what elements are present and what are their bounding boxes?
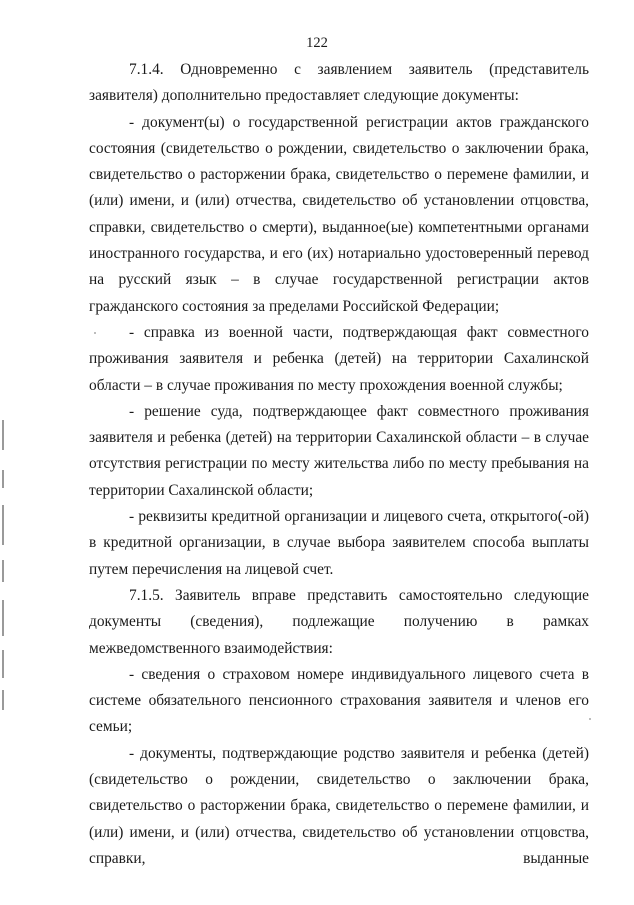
list-item-kinship-documents: - документы, подтверждающие родство заявителя и ребенка (детей) (свидетельство о рождении, свидетельство о заключении брака, свидетельство о расторжении брака, свидетельство о перемене фамилии, и (или) имени, и (или) отчества, свидетельство об установлении отцовства, справки, выданные [89,744,589,867]
scan-edge-mark [2,650,4,678]
scan-speck [589,718,591,720]
list-item-bank-details: - реквизиты кредитной организации и лицевого счета, открытого(-ой) в кредитной организации, в случае выбора заявителем способа выплаты путем перечисления на лицевой счет. [89,508,589,578]
document-body [89,57,589,872]
list-item-civil-status-documents: - документ(ы) о государственной регистрации актов гражданского состояния (свидетельство о рождении, свидетельство о заключении брака, свидетельство о расторжении брака, свидетельство о перемене фамилии, и (или) имени, и (или) отчества, свидетельство об установлении отцовства, справки, свидетельство о смерти), выданное(ые) компетентными органами иностранного государства, и его (их) нотариально удостоверенный перевод на русский язык – в случае государственной регистрации актов гражданского состояния за пределами Российской Федерации; [89,113,589,315]
scan-edge-mark [2,690,4,710]
list-item-military-unit-certificate: - справка из военной части, подтверждающая факт совместного проживания заявителя и ребенка (детей) на территории Сахалинской области – в случае проживания по месту прохождения военной службы; [89,323,589,394]
scan-edge-mark [2,560,4,582]
paragraph-7-1-5: 7.1.5. Заявитель вправе представить самостоятельно следующие документы (сведения), подлежащие получению в рамках межведомственного взаимодействия: [89,586,589,657]
scan-edge-mark [2,505,4,545]
paragraph-7-1-4: 7.1.4. Одновременно с заявлением заявитель (представитель заявителя) дополнительно предоставляет следующие документы: [89,61,589,105]
list-item-snils-info: - сведения о страховом номере индивидуального лицевого счета в системе обязательного пенсионного страхования заявителя и членов его семьи; [89,665,589,736]
page-number: 122 [306,35,328,51]
scan-edge-mark [2,470,4,488]
scan-edge-mark [2,420,4,450]
scan-edge-mark [2,600,4,636]
list-item-court-decision: - решение суда, подтверждающее факт совместного проживания заявителя и ребенка (детей) на территории Сахалинской области – в случае отсутствия регистрации по месту жительства либо по месту пребывания на территории Сахалинской области; [89,402,589,499]
